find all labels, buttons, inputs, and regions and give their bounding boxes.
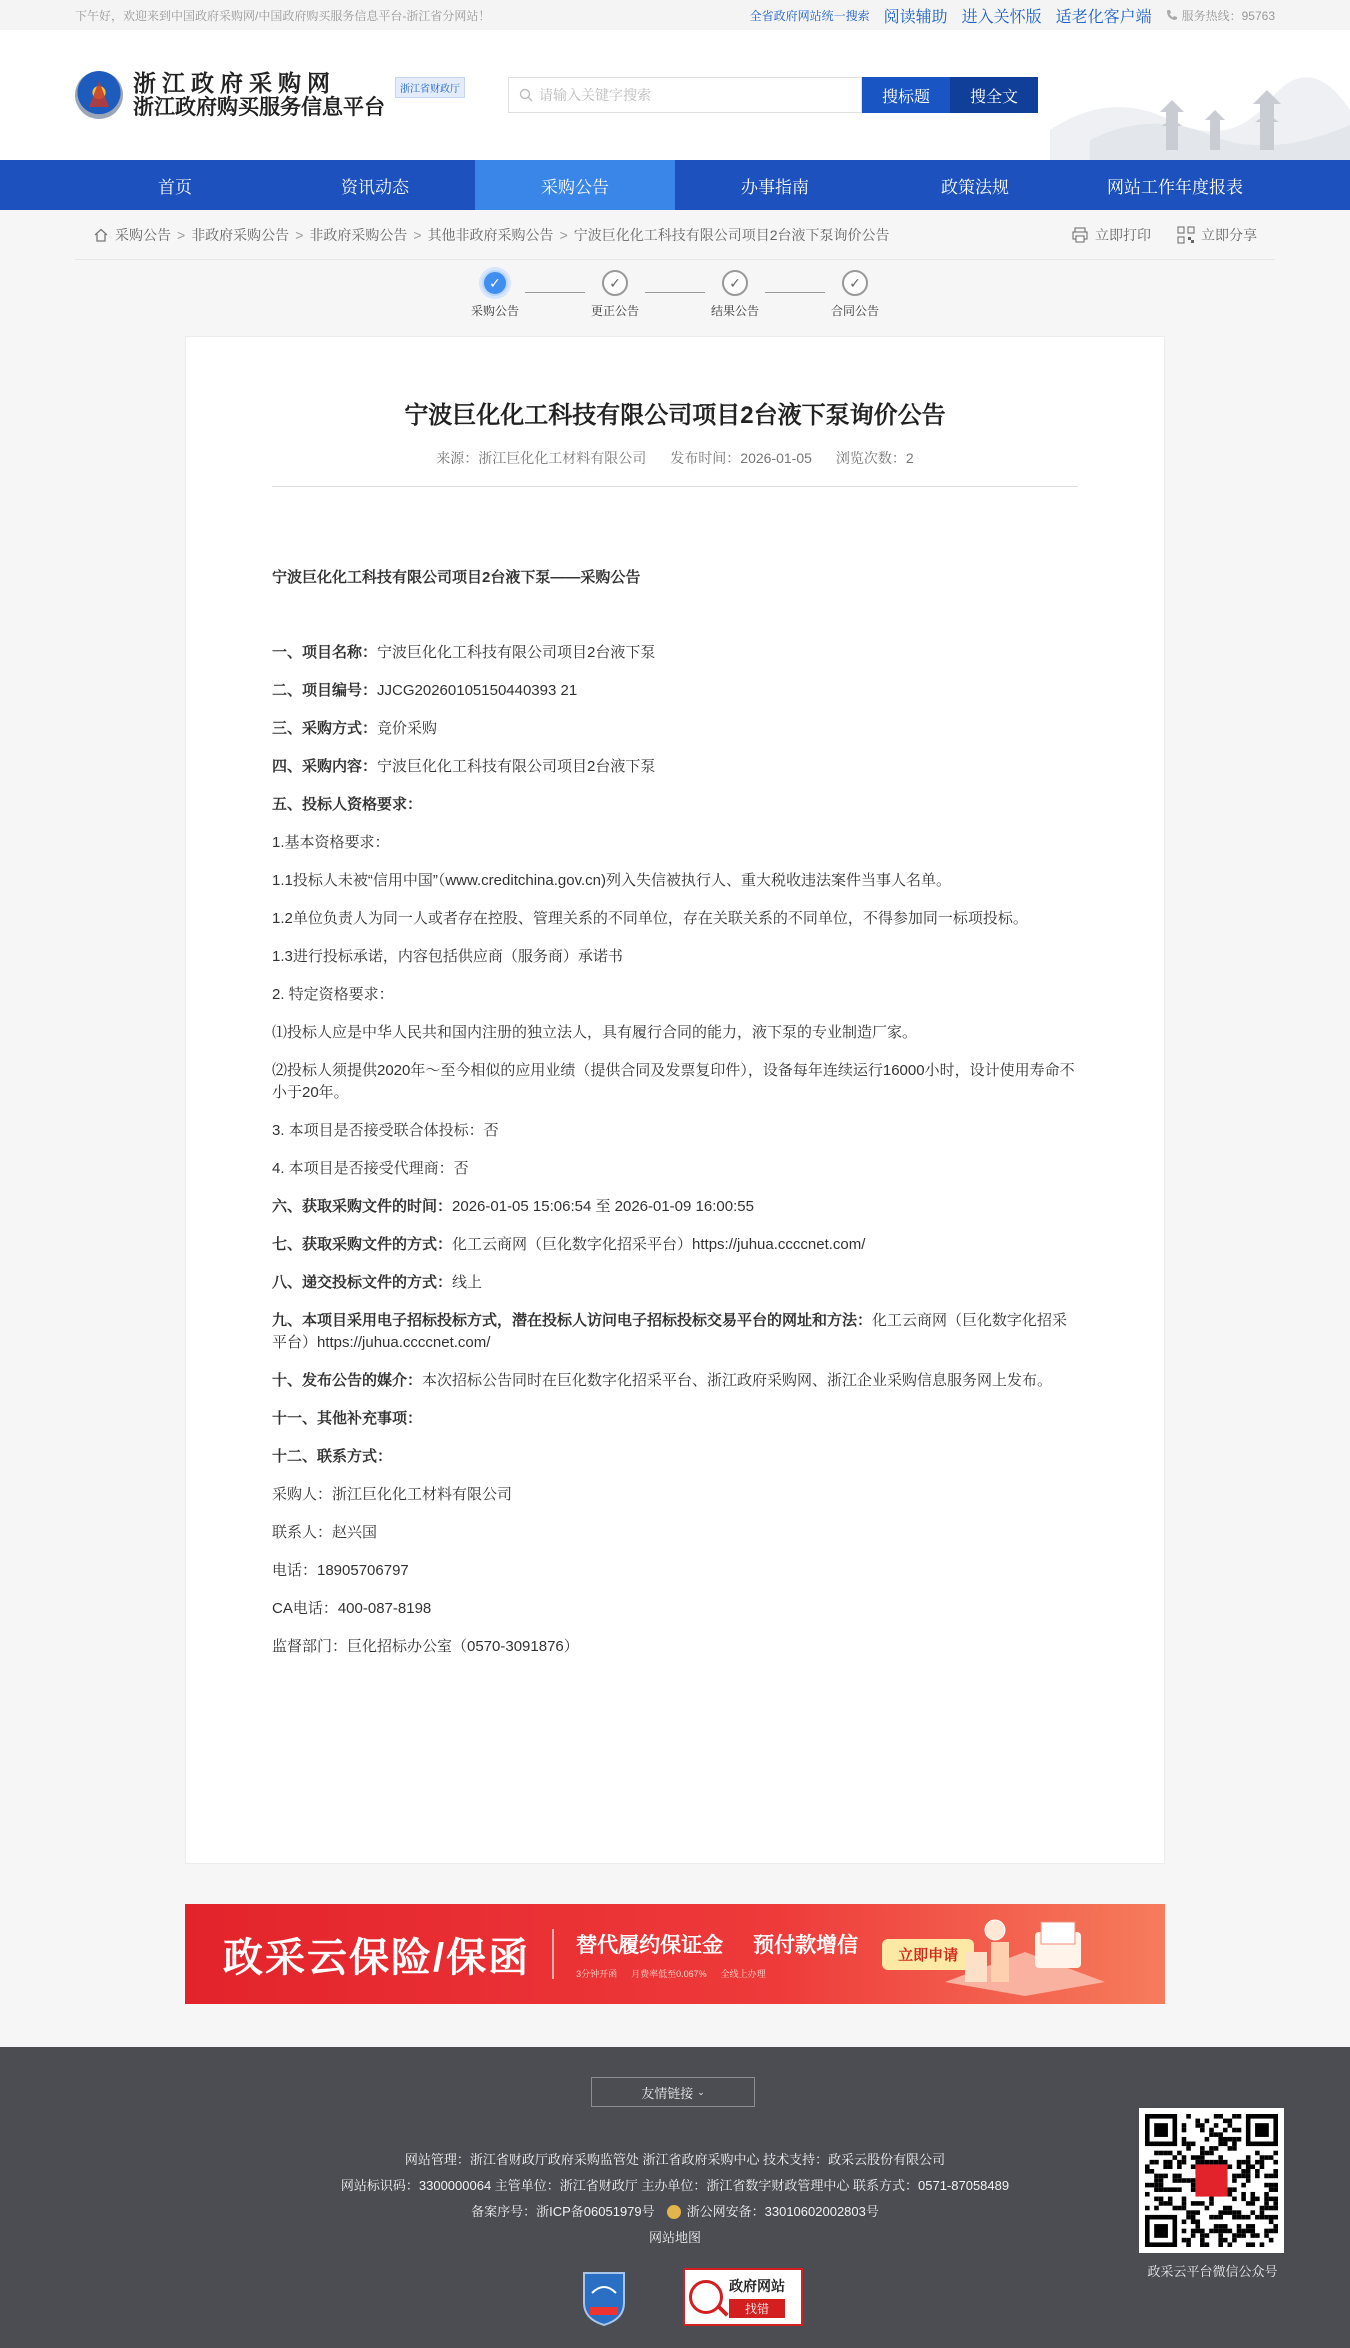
contact-line: 监督部门：巨化招标办公室（0570-3091876） [272, 1638, 579, 1655]
step-result[interactable] [705, 270, 765, 319]
step-connector [765, 292, 825, 293]
section-label: 十一、其他补充事项： [272, 1410, 423, 1427]
qualification-line: 3. 本项目是否接受联合体投标：否 [272, 1122, 499, 1139]
link-care-version[interactable]: 进入关怀版 [961, 8, 1042, 26]
search-title-button[interactable]: 搜标题 [862, 77, 950, 113]
hotline [1166, 7, 1275, 24]
section-value: 本次招标公告同时在巨化数字化招采平台、浙江政府采购网、浙江企业采购信息服务网上发布。 [422, 1372, 1053, 1389]
progress-steps [0, 260, 1350, 336]
contact-line: CA电话：400-087-8198 [272, 1600, 432, 1617]
section-value: 竞价采购 [377, 720, 438, 737]
search-area [508, 77, 1038, 113]
check-icon: ✓ [842, 270, 868, 296]
site-logo[interactable] [75, 70, 525, 120]
logo-tag: 浙江省财政厅 [395, 77, 465, 98]
section-label: 六、获取采购文件的时间： [272, 1198, 453, 1215]
qualification-line: 1.2单位负责人为同一人或者存在控股、管理关系的不同单位，存在关联关系的不同单位，不得参加同一标项投标。 [272, 910, 1028, 927]
check-icon: ✓ [722, 270, 748, 296]
step-label: 更正公告 [590, 304, 639, 318]
print-label: 立即打印 [1095, 226, 1151, 243]
qrcode-icon [1177, 226, 1195, 244]
top-bar [0, 0, 1350, 30]
printer-icon [1071, 226, 1089, 244]
site-footer [0, 2047, 1350, 2348]
qualification-line: 4. 本项目是否接受代理商：否 [272, 1160, 469, 1177]
section-label: 四、采购内容： [272, 758, 378, 775]
step-connector [645, 292, 705, 293]
section-label: 十、发布公告的媒介： [272, 1372, 423, 1389]
banner-features [576, 1929, 858, 1980]
home-icon[interactable] [93, 227, 109, 243]
section-label: 十二、联系方式： [272, 1448, 393, 1465]
section-label: 二、项目编号： [272, 682, 378, 699]
step-label: 采购公告 [470, 304, 519, 318]
step-purchase[interactable] [465, 270, 525, 319]
nav-item-home[interactable]: 首页 [158, 177, 192, 197]
banner-note: 全线上办理 [720, 1968, 766, 1979]
contact-line: 采购人：浙江巨化化工材料有限公司 [272, 1486, 513, 1503]
step-label: 结果公告 [710, 304, 759, 318]
article-subtitle: 宁波巨化化工科技有限公司项目2台液下泵——采购公告 [272, 569, 641, 586]
police-badge-icon [667, 2205, 681, 2219]
qrcode-image-icon [1145, 2114, 1278, 2247]
search-fulltext-button[interactable]: 搜全文 [950, 77, 1038, 113]
friendly-links-label: 友情链接 [641, 2085, 694, 2101]
footer-line: 网站管理：浙江省财政厅政府采购监管处 浙江省政府采购中心 技术支持：政采云股份有限公司 [404, 2152, 946, 2167]
section-value: 宁波巨化化工科技有限公司项目2台液下泵 [377, 758, 656, 775]
main-nav [0, 160, 1350, 210]
article-views: 浏览次数：2 [835, 450, 914, 466]
hotline-text: 服务热线：95763 [1181, 8, 1275, 23]
nav-item-policy[interactable]: 政策法规 [941, 177, 1009, 197]
breadcrumb-item[interactable]: 采购公告 [115, 226, 171, 243]
footer-badges [580, 2267, 803, 2327]
qualification-line: 2. 特定资格要求： [272, 986, 394, 1003]
nav-item-news[interactable]: 资讯动态 [341, 177, 409, 197]
search-placeholder: 请输入关键字搜索 [539, 87, 651, 103]
chevron-down-icon: ⌄ [697, 2086, 705, 2097]
nav-item-annual-report[interactable]: 网站工作年度报表 [1107, 177, 1243, 197]
step-correction[interactable] [585, 270, 645, 319]
friendly-links-dropdown[interactable] [591, 2077, 755, 2107]
section-value: JJCG20260105150440393 21 [377, 682, 578, 699]
breadcrumb-item[interactable]: 其他非政府采购公告 [427, 226, 554, 243]
breadcrumb-current: 宁波巨化化工科技有限公司项目2台液下泵询价公告 [573, 226, 890, 243]
link-reading-aid[interactable]: 阅读辅助 [883, 8, 948, 26]
breadcrumb-item[interactable]: 非政府采购公告 [309, 226, 408, 243]
phone-icon [1166, 9, 1178, 21]
qualification-line: ⑵投标人须提供2020年～至今相似的应用业绩（提供合同及发票复印件），设备每年连续运行16000小时，设计使用寿命不小于20年。 [272, 1062, 1075, 1101]
magnifier-icon [689, 2280, 723, 2314]
breadcrumb-item[interactable]: 非政府采购公告 [191, 226, 290, 243]
badge-subtext: 找错 [729, 2299, 785, 2318]
qualification-line: ⑴投标人应是中华人民共和国内注册的独立法人，具有履行合同的能力，液下泵的专业制造厂家。 [272, 1024, 918, 1041]
search-input[interactable] [508, 77, 862, 113]
nav-item-announcements[interactable]: 采购公告 [475, 160, 675, 210]
banner-note: 3分钟开函 [576, 1968, 618, 1979]
banner-divider [552, 1929, 554, 1979]
link-elder-client[interactable]: 适老化客户端 [1055, 8, 1152, 26]
qualification-line: 1.1投标人未被“信用中国”（www.creditchina.gov.cn)列入失信被执行人、重大税收违法案件当事人名单。 [272, 872, 951, 889]
section-value: 化工云商网（巨化数字化招采平台）https://juhua.ccccnet.com/ [272, 1312, 1068, 1351]
qualification-line: 1.基本资格要求： [272, 834, 390, 851]
breadcrumb-bar [0, 210, 1350, 260]
step-connector [525, 292, 585, 293]
check-icon: ✓ [602, 270, 628, 296]
contact-line: 联系人：赵兴国 [272, 1524, 378, 1541]
step-contract[interactable] [825, 270, 885, 319]
share-label: 立即分享 [1201, 226, 1257, 243]
section-label: 三、采购方式： [272, 720, 378, 737]
party-gov-badge-icon[interactable] [580, 2267, 628, 2327]
announcement-article [185, 336, 1165, 1864]
section-value: 线上 [452, 1274, 483, 1291]
police-record[interactable]: 浙公网安备：33010602002803号 [686, 2204, 879, 2219]
title-divider [272, 486, 1078, 487]
page-tools [1071, 225, 1257, 245]
logo-title: 浙江政府采购网 [133, 70, 336, 96]
article-meta [186, 448, 1164, 468]
sitemap-link[interactable]: 网站地图 [648, 2230, 701, 2245]
section-label: 一、项目名称： [272, 644, 378, 661]
page-title: 宁波巨化化工科技有限公司项目2台液下泵询价公告 [404, 402, 946, 429]
section-label: 八、递交投标文件的方式： [272, 1274, 453, 1291]
article-date: 发布时间：2026-01-05 [670, 450, 812, 466]
banner-headline: 政采云保险/保函 [223, 1935, 531, 1980]
banner-feature: 替代履约保证金 [576, 1933, 724, 1957]
banner-feature: 预付款增信 [753, 1933, 859, 1957]
apply-now-button[interactable]: 立即申请 [882, 1939, 974, 1970]
logo-emblem-icon [75, 71, 123, 119]
logo-subtitle: 浙江政府购买服务信息平台 [133, 96, 385, 119]
banner-note: 月费率低至0.067% [631, 1968, 707, 1979]
step-label: 合同公告 [830, 304, 879, 318]
qualification-line: 1.3进行投标承诺，内容包括供应商（服务商）承诺书 [272, 948, 623, 965]
breadcrumb: 采购公告 > 非政府采购公告 > 非政府采购公告 > 其他非政府采购公告 > 宁波巨化化工科技有限公司项目2台液下泵询价公告 [93, 225, 890, 245]
nav-item-guide[interactable]: 办事指南 [741, 177, 809, 197]
document-stack-illustration-icon [925, 1912, 1125, 1996]
footer-line: 网站标识码：3300000064 主管单位：浙江省财政厅 主办单位：浙江省数字财政管理中心 联系方式：0571-87058489 [340, 2178, 1010, 2193]
contact-line: 电话：18905706797 [272, 1562, 409, 1579]
article-source: 来源：浙江巨化化工材料有限公司 [436, 450, 647, 466]
link-global-search[interactable]: 全省政府网站统一搜索 [749, 8, 870, 23]
article-body [186, 567, 1164, 1658]
site-header [0, 30, 1350, 160]
qrcode-caption: 政采云平台微信公众号 [1147, 2264, 1278, 2279]
section-label: 九、本项目采用电子招标投标方式，潜在投标人访问电子招标投标交易平台的网址和方法： [272, 1312, 873, 1329]
search-icon [519, 88, 533, 102]
insurance-ad-banner[interactable] [185, 1904, 1165, 2004]
section-value: 宁波巨化化工科技有限公司项目2台液下泵 [377, 644, 656, 661]
gov-site-error-report-button[interactable] [683, 2268, 803, 2326]
badge-text: 政府网站 [729, 2278, 785, 2294]
welcome-text: 下午好，欢迎来到中国政府采购网/中国政府购买服务信息平台-浙江省分网站！ [75, 8, 491, 23]
print-button[interactable] [1071, 225, 1151, 245]
top-links [750, 4, 1275, 27]
wechat-qrcode [1139, 2108, 1284, 2253]
share-button[interactable] [1177, 225, 1257, 245]
section-value: 化工云商网（巨化数字化招采平台）https://juhua.ccccnet.com/ [452, 1236, 866, 1253]
section-value: 2026-01-05 15:06:54 至 2026-01-09 16:00:55 [452, 1198, 754, 1215]
section-label: 七、获取采购文件的方式： [272, 1236, 453, 1253]
section-label: 五、投标人资格要求： [272, 796, 423, 813]
check-icon: ✓ [482, 270, 508, 296]
icp-record[interactable]: 备案序号：浙ICP备06051979号 [471, 2204, 655, 2219]
